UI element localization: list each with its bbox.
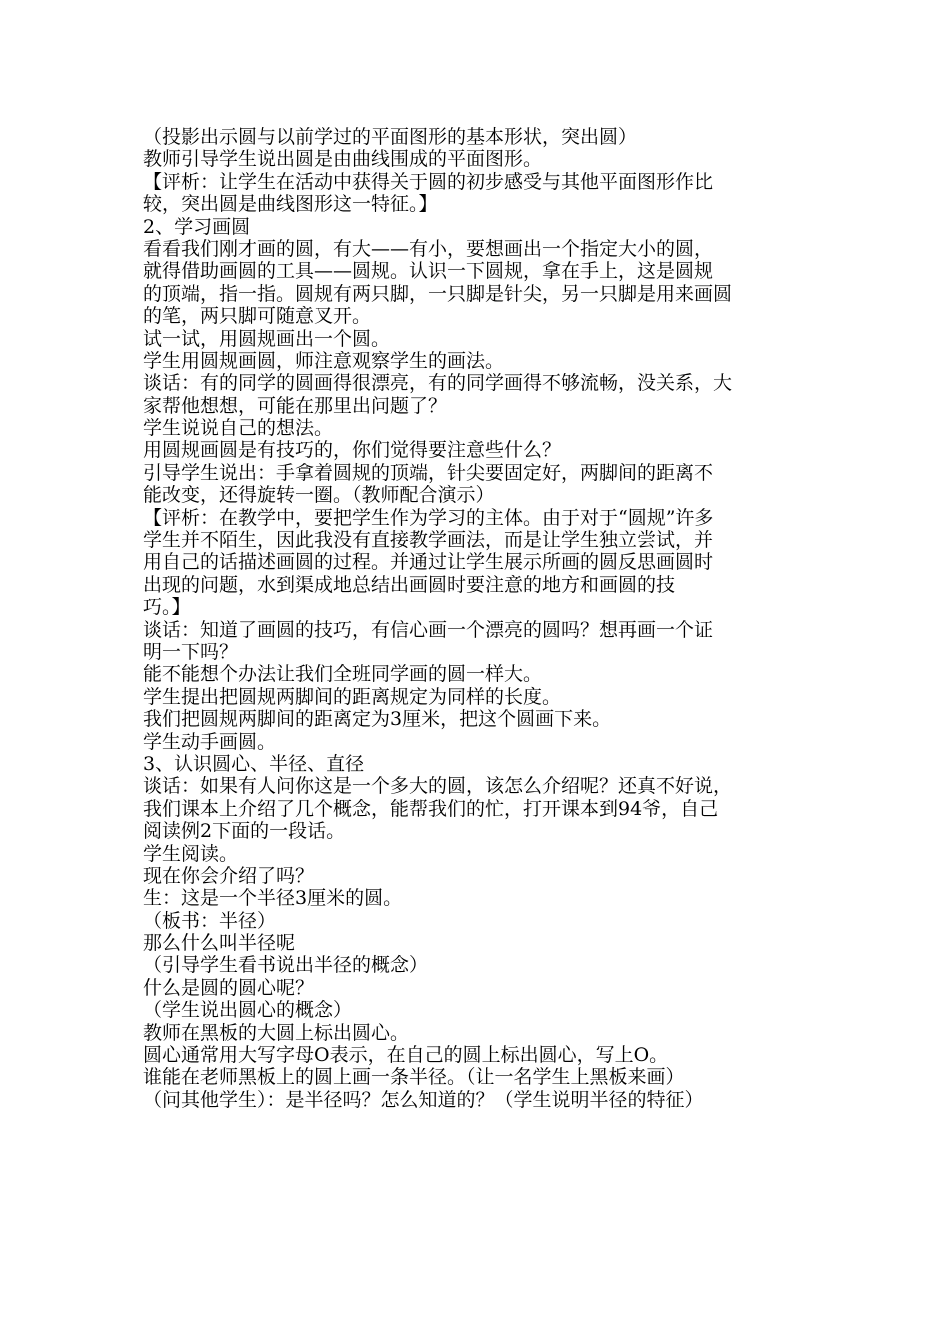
text-line: 能不能想个办法让我们全班同学画的圆一样大。 bbox=[143, 663, 543, 686]
text-line: 明一下吗？ bbox=[143, 640, 239, 663]
text-line: 谈话：如果有人问你这是一个多大的圆，该怎么介绍呢？还真不好说， bbox=[143, 775, 733, 798]
section-heading: 3、认识圆心、半径、直径 bbox=[143, 752, 365, 775]
text-line: 的笔，两只脚可随意叉开。 bbox=[143, 305, 372, 328]
text-line: 用圆规画圆是有技巧的，你们觉得要注意些什么？ bbox=[143, 439, 562, 462]
text-line: 我们课本上介绍了几个概念，能帮我们的忙，打开课本到94爷，自己 bbox=[143, 797, 719, 820]
text-line: （学生说出圆心的概念） bbox=[143, 999, 353, 1022]
text-line: 家帮他想想，可能在那里出问题了？ bbox=[143, 394, 448, 417]
text-line: 学生提出把圆规两脚间的距离规定为同样的长度。 bbox=[143, 685, 562, 708]
text-line: 【评析：让学生在活动中获得关于圆的初步感受与其他平面图形作比 bbox=[143, 170, 714, 193]
text-line: 用自己的话描述画圆的过程。并通过让学生展示所画的圆反思画圆时 bbox=[143, 551, 714, 574]
text-line: 巧。】 bbox=[143, 596, 191, 619]
text-line: 出现的问题，水到渠成地总结出画圆时要注意的地方和画圆的技 bbox=[143, 573, 676, 596]
text-line: 谁能在老师黑板上的圆上画一条半径。（让一名学生上黑板来画） bbox=[143, 1066, 685, 1089]
text-line: 看看我们刚才画的圆，有大——有小，要想画出一个指定大小的圆， bbox=[143, 237, 714, 260]
text-line: 学生阅读。 bbox=[143, 842, 239, 865]
text-line: 的顶端，指一指。圆规有两只脚，一只脚是针尖，另一只脚是用来画圆 bbox=[143, 282, 733, 305]
text-line: （板书：半径） bbox=[143, 909, 277, 932]
text-line: 引导学生说出：手拿着圆规的顶端，针尖要固定好，两脚间的距离不 bbox=[143, 461, 714, 484]
text-line: 能改变，还得旋转一圈。（教师配合演示） bbox=[143, 484, 495, 507]
text-line: （投影出示圆与以前学过的平面图形的基本形状，突出圆） bbox=[143, 126, 638, 148]
text-line: 谈话：知道了画圆的技巧，有信心画一个漂亮的圆吗？想再画一个证 bbox=[143, 618, 714, 641]
text-line: 阅读例2下面的一段话。 bbox=[143, 820, 346, 843]
text-line: 圆心通常用大写字母O表示，在自己的圆上标出圆心，写上O。 bbox=[143, 1044, 669, 1067]
text-line: 学生用圆规画圆，师注意观察学生的画法。 bbox=[143, 349, 505, 372]
text-line: 学生动手画圆。 bbox=[143, 730, 277, 753]
text-line: 试一试，用圆规画出一个圆。 bbox=[143, 327, 391, 350]
section-heading: 2、学习画圆 bbox=[143, 215, 251, 238]
text-line: 学生说说自己的想法。 bbox=[143, 417, 334, 440]
text-line: 生：这是一个半径3厘米的圆。 bbox=[143, 887, 403, 910]
text-line: （问其他学生）：是半径吗？怎么知道的？（学生说明半径的特征） bbox=[143, 1088, 704, 1111]
text-line: 教师引导学生说出圆是由曲线围成的平面图形。 bbox=[143, 148, 543, 171]
text-line: 学生并不陌生，因此我没有直接教学画法，而是让学生独立尝试，并 bbox=[143, 529, 714, 552]
text-line: 现在你会介绍了吗？ bbox=[143, 864, 315, 887]
text-line: 就得借助画圆的工具——圆规。认识一下圆规，拿在手上，这是圆规 bbox=[143, 260, 714, 283]
text-line: 那么什么叫半径呢 bbox=[143, 932, 296, 955]
text-line: （引导学生看书说出半径的概念） bbox=[143, 954, 429, 977]
text-line: 谈话：有的同学的圆画得很漂亮，有的同学画得不够流畅，没关系，大 bbox=[143, 372, 733, 395]
text-line: 教师在黑板的大圆上标出圆心。 bbox=[143, 1021, 410, 1044]
text-line: 较，突出圆是曲线图形这一特征。】 bbox=[143, 193, 438, 216]
document-body bbox=[143, 126, 813, 1111]
text-line: 【评析：在教学中，要把学生作为学习的主体。由于对于“圆规”许多 bbox=[143, 506, 714, 529]
text-line: 什么是圆的圆心呢？ bbox=[143, 976, 315, 999]
text-line: 我们把圆规两脚间的距离定为3厘米，把这个圆画下来。 bbox=[143, 708, 612, 731]
